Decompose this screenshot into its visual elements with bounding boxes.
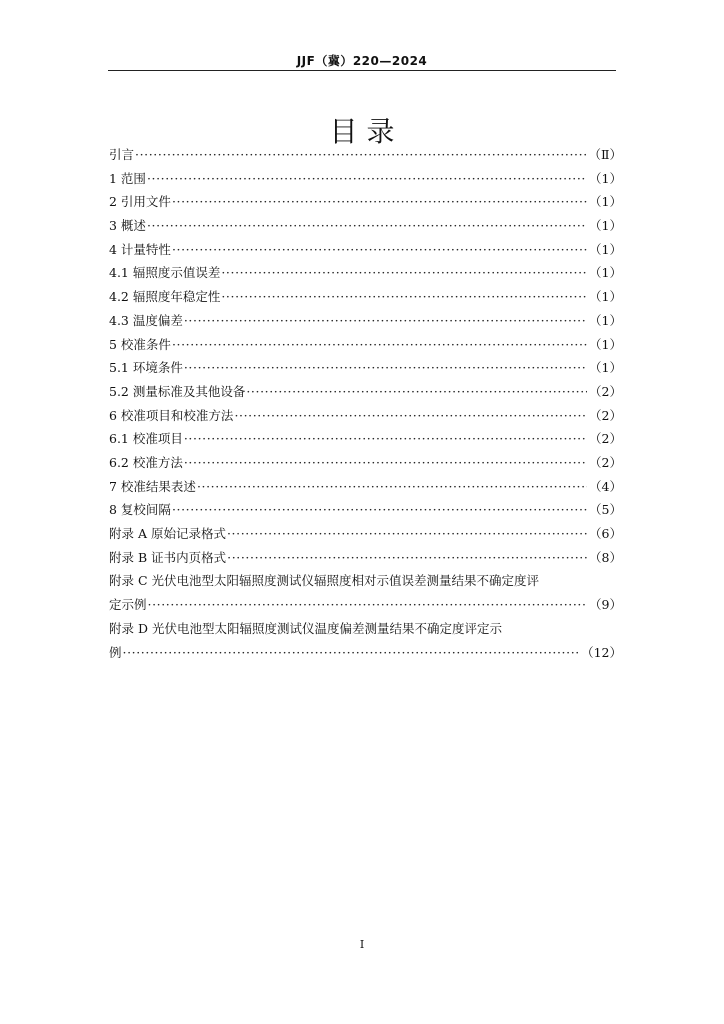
toc-entry-label: 7 校准结果表述	[109, 478, 196, 494]
toc-entry[interactable]	[109, 214, 622, 238]
leader-dots	[221, 285, 587, 309]
toc-entry-label: 附录 A 原始记录格式	[109, 526, 226, 541]
toc-entry-page: （1）	[589, 312, 622, 328]
toc-entry-label-line1: 附录 D 光伏电池型太阳辐照度测试仪温度偏差测量结果不确定度评定示	[109, 621, 502, 637]
toc-entry-page: （1）	[589, 194, 622, 210]
toc-entry-label: 6.1 校准项目	[109, 431, 183, 447]
toc-entry[interactable]	[109, 404, 622, 428]
leader-dots	[172, 238, 587, 262]
header-divider	[108, 70, 616, 71]
toc-entry-label: 4.1 辐照度示值误差	[109, 265, 221, 281]
toc-entry[interactable]	[109, 285, 622, 309]
toc-entry-page: （6）	[589, 526, 622, 541]
table-of-contents	[109, 143, 622, 665]
toc-entry[interactable]	[109, 546, 622, 570]
toc-entry-label-line2: 例	[109, 645, 122, 661]
toc-entry-appendix-d[interactable]	[109, 617, 622, 665]
leader-dots	[172, 333, 587, 357]
toc-entry-label: 5 校准条件	[109, 336, 171, 352]
leader-dots	[172, 190, 587, 214]
toc-entry-page: （8）	[589, 549, 622, 565]
leader-dots	[172, 498, 587, 522]
leader-dots	[197, 475, 587, 499]
toc-entry[interactable]	[109, 167, 622, 191]
toc-entry[interactable]	[109, 261, 622, 285]
toc-entry-page: （1）	[589, 360, 622, 376]
toc-entry-label: 4.3 温度偏差	[109, 312, 183, 328]
toc-entry[interactable]	[109, 380, 622, 404]
leader-dots	[234, 404, 587, 428]
leader-dots	[148, 593, 588, 617]
toc-entry[interactable]	[109, 238, 622, 262]
toc-entry-page: （Ⅱ）	[588, 147, 622, 162]
toc-entry-page: （1）	[589, 289, 622, 305]
toc-entry-page: （2）	[589, 454, 622, 470]
toc-entry-label: 2 引用文件	[109, 194, 171, 210]
toc-entry-label: 6 校准项目和校准方法	[109, 407, 234, 423]
toc-entry-page: （1）	[589, 170, 622, 186]
toc-entry-page: （1）	[589, 241, 622, 257]
leader-dots	[246, 380, 587, 404]
toc-entry-label-line2: 定示例	[109, 597, 147, 613]
toc-entry-label: 6.2 校准方法	[109, 454, 183, 470]
toc-entry-label: 3 概述	[109, 218, 146, 234]
toc-entry-label: 1 范围	[109, 170, 146, 186]
toc-entry-appendix-c[interactable]	[109, 569, 622, 617]
toc-entry[interactable]	[109, 498, 622, 522]
toc-entry-page: （2）	[589, 431, 622, 447]
leader-dots	[221, 261, 587, 285]
toc-entry-label: 附录 B 证书内页格式	[109, 549, 227, 565]
page-number: I	[359, 938, 365, 951]
toc-entry-page: （1）	[589, 336, 622, 352]
toc-entry-label-line1: 附录 C 光伏电池型太阳辐照度测试仪辐照度相对示值误差测量结果不确定度评	[109, 573, 540, 589]
page-title: 目 录	[329, 115, 395, 148]
toc-entry[interactable]	[109, 190, 622, 214]
toc-entry[interactable]	[109, 451, 622, 475]
toc-entry[interactable]	[109, 427, 622, 451]
toc-entry-label: 5.1 环境条件	[109, 360, 183, 376]
document-code-header: JJF（冀）220—2024	[296, 54, 428, 68]
leader-dots	[184, 309, 587, 333]
toc-entry-page: （1）	[589, 265, 622, 281]
toc-entry-page: （12）	[581, 645, 622, 661]
toc-entry[interactable]	[109, 309, 622, 333]
toc-entry[interactable]	[109, 475, 622, 499]
leader-dots	[184, 427, 587, 451]
toc-entry[interactable]	[109, 143, 622, 167]
toc-entry[interactable]	[109, 333, 622, 357]
toc-entry[interactable]	[109, 522, 622, 546]
toc-entry-page: （1）	[589, 218, 622, 234]
toc-entry-page: （2）	[589, 383, 622, 399]
leader-dots	[135, 143, 586, 167]
toc-entry-page: （2）	[589, 407, 622, 423]
toc-entry-label: 引言	[109, 147, 135, 162]
toc-entry-page: （5）	[589, 502, 622, 518]
toc-entry-label: 8 复校间隔	[109, 502, 171, 518]
leader-dots	[184, 356, 587, 380]
leader-dots	[227, 546, 587, 570]
leader-dots	[123, 641, 580, 665]
leader-dots	[147, 167, 587, 191]
toc-entry-label: 4.2 辐照度年稳定性	[109, 289, 221, 305]
toc-entry[interactable]	[109, 356, 622, 380]
leader-dots	[227, 522, 587, 546]
toc-entry-page: （9）	[589, 597, 622, 613]
toc-entry-page: （4）	[589, 478, 622, 494]
toc-entry-label: 5.2 测量标准及其他设备	[109, 383, 246, 399]
toc-entry-label: 4 计量特性	[109, 241, 171, 257]
leader-dots	[147, 214, 587, 238]
leader-dots	[184, 451, 587, 475]
